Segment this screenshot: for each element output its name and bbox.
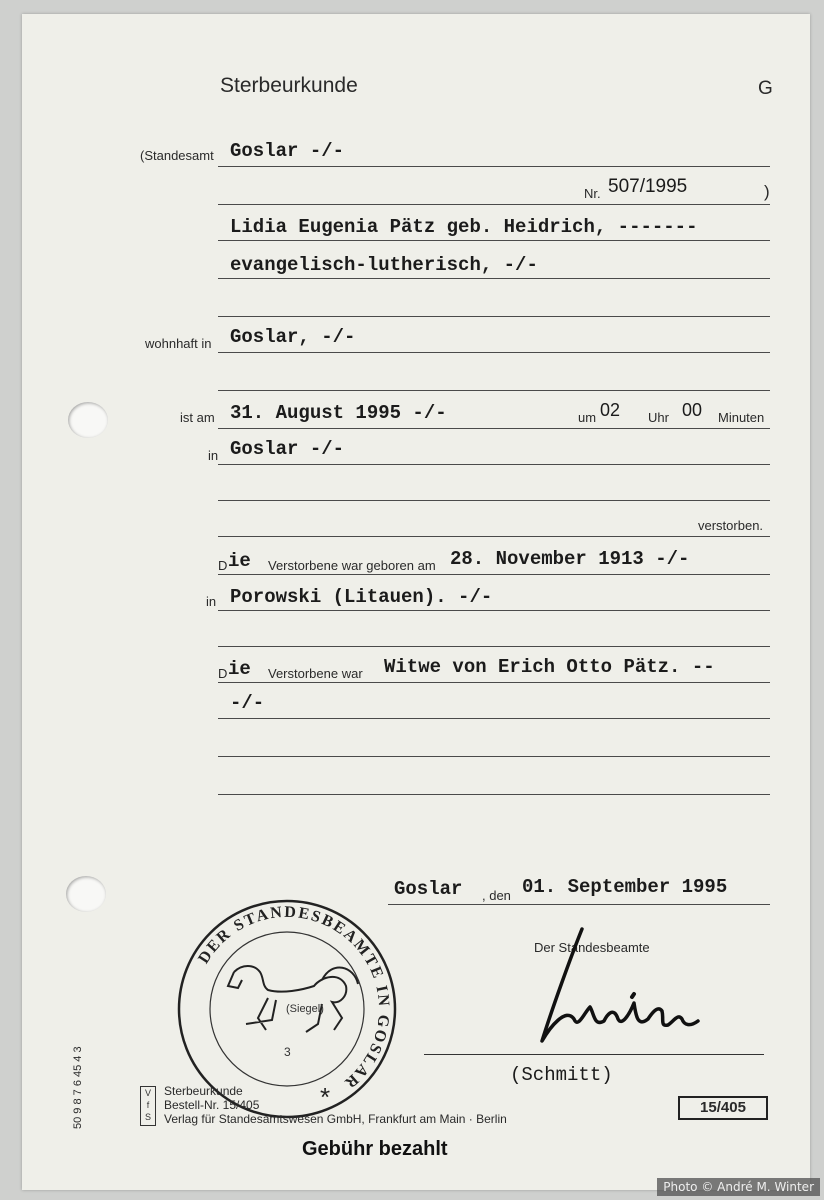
office-label: (Standesamt: [140, 148, 214, 163]
line-death-place: [218, 464, 770, 465]
document-title: Sterbeurkunde: [220, 74, 358, 97]
marital-label: Verstorbene war: [268, 666, 363, 681]
line-blank-5: [218, 756, 770, 757]
birth-place: Porowski (Litauen). -/-: [230, 586, 493, 608]
line-signature: [424, 1054, 764, 1055]
footer-form-name: Sterbeurkunde: [164, 1084, 243, 1098]
birth-prefix-typed: ie: [228, 550, 251, 572]
marital-value-cont: -/-: [230, 692, 265, 714]
marital-prefix-d: D: [218, 666, 228, 681]
footer-box-number: 15/405: [678, 1096, 768, 1120]
death-verb: verstorben.: [698, 518, 764, 533]
death-date: 31. August 1995 -/-: [230, 402, 447, 424]
line-blank-6: [218, 794, 770, 795]
seal-star: *: [320, 1082, 331, 1112]
issue-den-label: , den: [482, 888, 511, 903]
line-marital-cont: [218, 718, 770, 719]
number-close: ): [764, 182, 770, 201]
birth-prefix-d: D: [218, 558, 228, 573]
birth-place-label: in: [206, 594, 217, 609]
publisher-logo: [140, 1086, 156, 1126]
issue-date: 01. September 1995: [522, 876, 728, 898]
birth-date: 28. November 1913 -/-: [450, 548, 690, 570]
line-death-date: [218, 428, 770, 429]
number-value: 507/1995: [608, 176, 688, 197]
line-birth-place: [218, 610, 770, 611]
deceased-religion: evangelisch-lutherisch, -/-: [230, 254, 538, 276]
line-verstorben: [218, 536, 770, 537]
marital-prefix-typed: ie: [228, 658, 251, 680]
line-birth-date: [218, 574, 770, 575]
vertical-code: 50 9 8 7 6 45 4 3: [72, 1046, 84, 1129]
line-blank-1: [218, 316, 770, 317]
official-title: Der Standesbeamte: [534, 940, 650, 955]
line-marital: [218, 682, 770, 683]
line-religion: [218, 278, 770, 279]
form-letter: G: [758, 78, 773, 99]
birth-label: Verstorbene war geboren am: [268, 558, 436, 573]
logo-f: f: [146, 1100, 150, 1110]
line-residence: [218, 352, 770, 353]
death-time-uhr: Uhr: [648, 410, 669, 425]
death-place: Goslar -/-: [230, 438, 345, 460]
death-time-um: um: [578, 410, 597, 425]
certificate-paper: [22, 14, 810, 1190]
punch-hole-bottom: [66, 876, 106, 912]
issue-place: Goslar: [394, 878, 463, 900]
death-time-minuten: Minuten: [718, 410, 765, 425]
line-blank-3: [218, 500, 770, 501]
marital-value: Witwe von Erich Otto Pätz. --: [384, 656, 715, 678]
death-minute: 00: [682, 400, 703, 420]
line-blank-2: [218, 390, 770, 391]
line-blank-4: [218, 646, 770, 647]
logo-v: V: [144, 1088, 151, 1098]
death-date-label: ist am: [180, 410, 215, 425]
photo-credit: Photo © André M. Winter: [657, 1178, 820, 1196]
line-number: [218, 204, 770, 205]
residence-value: Goslar, -/-: [230, 326, 356, 348]
death-place-label: in: [208, 448, 219, 463]
line-name: [218, 240, 770, 241]
line-issue: [388, 904, 770, 905]
residence-label: wohnhaft in: [145, 336, 212, 351]
logo-s: S: [144, 1112, 151, 1122]
seal-number: 3: [284, 1045, 291, 1059]
signature: [522, 909, 722, 1059]
official-name: (Schmitt): [510, 1064, 613, 1086]
footer-publisher: Verlag für Standesamtswesen GmbH, Frankfurt am Main · Berlin: [164, 1112, 507, 1126]
number-label: Nr.: [584, 186, 601, 201]
horse-emblem: [228, 966, 358, 1032]
line-office: [218, 166, 770, 167]
office-value: Goslar -/-: [230, 140, 345, 162]
death-hour: 02: [600, 400, 621, 420]
footer-order-no: Bestell-Nr. 15/405: [164, 1098, 260, 1112]
seal-center-label: (Siegel): [286, 1003, 324, 1015]
seal-ring-text: DER STANDESBEAMTE IN GOSLAR: [195, 903, 393, 1093]
fee-stamp: Gebühr bezahlt: [302, 1138, 448, 1160]
deceased-name: Lidia Eugenia Pätz geb. Heidrich, -------: [230, 216, 698, 238]
punch-hole-top: [68, 402, 108, 438]
